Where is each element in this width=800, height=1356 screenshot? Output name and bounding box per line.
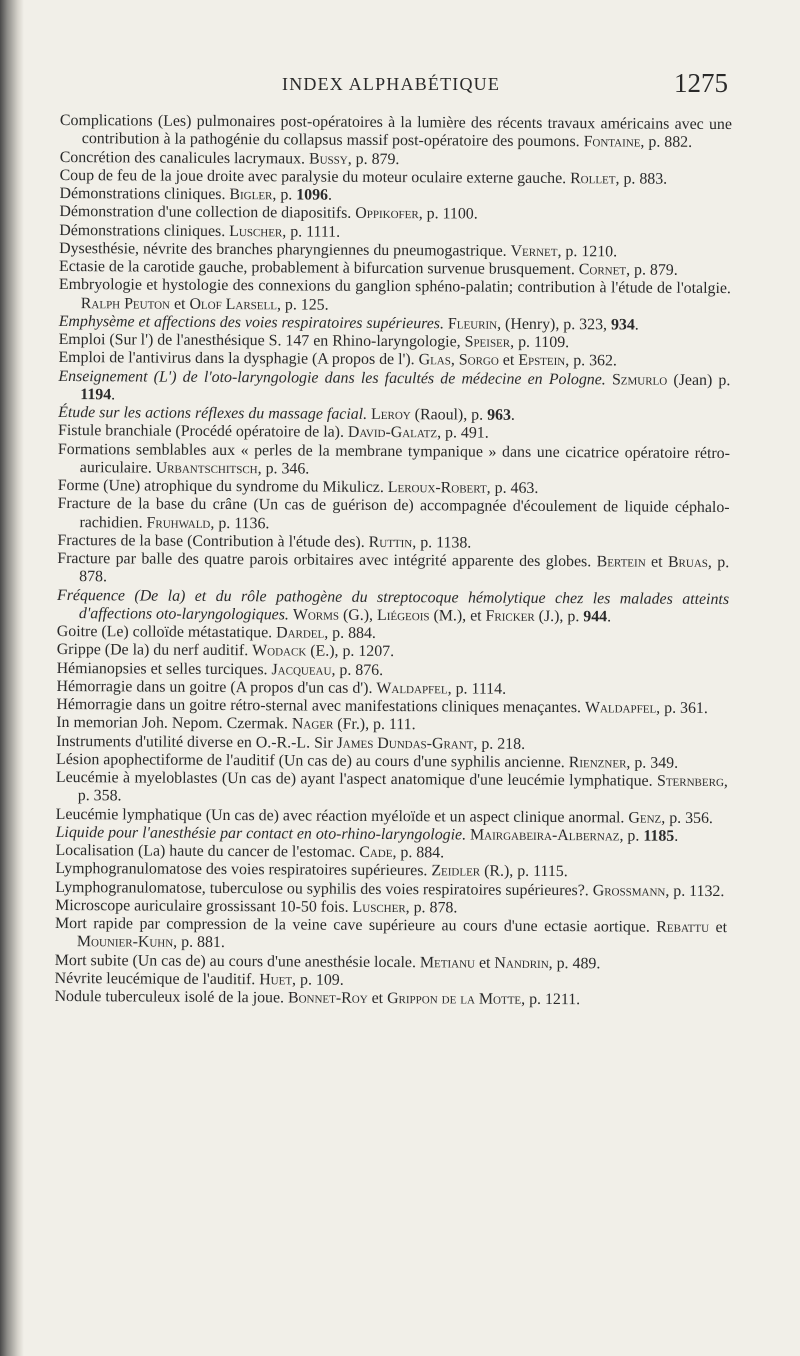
author-name: Glas (418, 351, 451, 369)
author-name: Sorgo (458, 351, 499, 369)
entry-text: , p. 1210. (557, 242, 618, 261)
index-entry (55, 915, 727, 956)
author-name: Mairgabeira-Albernaz (470, 826, 620, 845)
entry-text: , p. 109. (292, 971, 344, 989)
entry-text: Mort rapide par compression de la veine cave supérieure au cours d'une ectasie aortique. (54, 914, 657, 936)
entry-text: , p. 876. (331, 661, 384, 679)
author-name: Fleurin (447, 315, 498, 333)
author-name: Fruhwald (146, 514, 211, 532)
author-name: Zeidler (431, 862, 481, 880)
author-name: Leroy (371, 405, 411, 424)
bold-page: 1194 (80, 385, 112, 404)
bold-page: 1185 (643, 827, 675, 845)
entry-text: (E.), p. 1207. (306, 642, 395, 661)
entry-text: , p. 879. (626, 261, 678, 279)
entry-text: , p. (619, 827, 644, 845)
italic-title: Fréquence (De la) et du rôle pathogène du streptocoque hémolytique chez les malades atteints d'affections oto-laryngologiques. (56, 586, 730, 624)
author-name: Fricker (485, 607, 535, 625)
author-name: Nager (291, 715, 334, 733)
author-name: Waldapfel (584, 699, 657, 717)
entry-text: Fistule branchiale (Procédé opératoire de la). (58, 422, 348, 442)
entry-text: Concrétion des canalicules lacrymaux. (59, 148, 310, 168)
index-entry (57, 495, 729, 536)
entry-text: , p. 881. (173, 933, 225, 952)
entry-text: , p. 883. (615, 170, 668, 188)
index-entries (55, 112, 732, 1010)
index-entry (59, 276, 731, 317)
entry-text: Emploi de l'antivirus dans la dysphagie (A propos de l'). (58, 349, 419, 369)
entry-text: (R.), p. 1115. (480, 862, 568, 881)
entry-text: . (111, 386, 116, 404)
entry-text: , p. 1132. (665, 882, 725, 900)
index-entry (58, 367, 730, 408)
entry-text: . (327, 186, 333, 204)
bold-page: 934 (610, 316, 635, 334)
entry-text: Démonstration d'une collection de diapositifs. (59, 203, 356, 223)
entry-text: Fracture de la base du crâne (Un cas de guérison de) accompagnée d'écoulement de liquide céphalo-rachidien. (57, 495, 730, 532)
entry-text: Goitre (Le) colloïde métastatique. (56, 622, 277, 642)
entry-text: Grippe (De la) du nerf auditif. (56, 641, 253, 660)
author-name: Fontaine (583, 133, 641, 151)
entry-text: et (645, 553, 669, 571)
entry-text: Démonstrations cliniques. (59, 184, 230, 204)
entry-text: Leucémie à myeloblastes (Un cas de) ayant l'aspect anatomique d'une leucémie lymphatique. (55, 768, 658, 790)
entry-text: Embryologie et hystologie des connexions du ganglion sphéno-palatin; contribution à l'étude de l'otalgie. (58, 276, 731, 298)
entry-text: Névrite leucémique de l'auditif. (54, 969, 260, 988)
author-name: Bertein (596, 553, 646, 571)
running-title: INDEX ALPHABÉTIQUE (282, 74, 501, 94)
author-name: Bruas (667, 553, 708, 571)
author-name: Jacqueau (271, 660, 332, 679)
entry-text: (M.), et (429, 607, 486, 625)
author-name: Vernet (510, 242, 558, 260)
entry-text: Hémianopsies et selles turciques. (56, 659, 272, 678)
entry-text: Forme (Une) atrophique du syndrome du Mikulicz. (57, 476, 388, 497)
entry-text: , p. 489. (548, 954, 601, 972)
entry-text: Nodule tuberculeux isolé de la joue. (54, 987, 289, 1007)
entry-text: Complications (Les) pulmonaires post-opératoires à la lumière des récents travaux américains avec une contribution à la pathogénie du collapsus massif post-opératoire des poumons. (59, 112, 732, 151)
entry-text: Mort subite (Un cas de) au cours d'une anesthésie locale. (54, 951, 421, 971)
entry-text: Formations semblables aux « perles de la membrane tympanique » dans une cicatrice opératoire rétro-auriculaire. (57, 440, 730, 477)
entry-text: et (474, 954, 495, 972)
index-entry (60, 112, 732, 153)
author-name: Rienzner (568, 753, 627, 772)
author-name: Metianu (419, 953, 476, 972)
entry-text: , p. 1111. (282, 222, 341, 241)
entry-text: , p. 878. (405, 898, 458, 917)
entry-text: (Raoul), p. (410, 406, 488, 424)
italic-title: Emphysème et affections des voies respiratoires supérieures. (58, 312, 449, 333)
entry-text: Lymphogranulomatose, tuberculose ou syphilis des voies respiratoires supérieures?. (55, 878, 593, 899)
author-name: Bonnet-Roy (287, 989, 368, 1007)
italic-title: Liquide pour l'anesthésie par contact en oto-rhino-laryngologie. (55, 823, 467, 844)
author-name: Luscher (352, 898, 406, 916)
author-name: Grippon de la Motte (387, 990, 522, 1008)
entry-text: , p. 356. (661, 809, 713, 827)
entry-text: . (674, 827, 679, 845)
entry-text: , p. 349. (626, 754, 679, 772)
entry-text: et (169, 295, 190, 313)
author-name: Leroux-Robert (387, 479, 487, 497)
entry-text: (Fr.), p. 111. (333, 715, 416, 734)
bold-page: 963 (487, 406, 511, 424)
entry-text: et (709, 918, 728, 937)
author-name: James Dundas-Grant (336, 734, 474, 753)
author-name: Speiser (464, 333, 511, 351)
author-name: Rollet (570, 169, 616, 188)
author-name: Cade (359, 843, 393, 862)
entry-text: , p. 361. (656, 699, 708, 717)
entry-text: , (Henry), p. 323, (497, 315, 612, 334)
entry-text: , p. 1100. (418, 205, 478, 223)
entry-text: , p. 882. (640, 133, 693, 152)
entry-text: Coup de feu de la joue droite avec paralysie du moteur oculaire externe gauche. (59, 166, 571, 187)
entry-text: , p. 1138. (412, 533, 472, 552)
entry-text: Lymphogranulomatose des voies respiratoires supérieures. (55, 860, 432, 880)
entry-text: et (498, 351, 519, 370)
author-name: Luscher (229, 222, 283, 240)
entry-text: , (450, 351, 459, 369)
entry-text: , p. (272, 186, 297, 204)
author-name: Nandrin (494, 954, 549, 972)
italic-title: Étude sur les actions réflexes du massage facial. (58, 403, 368, 423)
entry-text: et (367, 989, 388, 1008)
entry-text: Dysesthésie, névrite des branches pharyngiennes du pneumogastrique. (59, 239, 511, 260)
entry-text: Leucémie lymphatique (Un cas de) avec réaction myéloïde et un aspect clinique anormal. (55, 805, 629, 826)
entry-text: , p. 878. (79, 553, 730, 586)
entry-text: , p. 358. (77, 773, 728, 805)
author-name: Genz (628, 808, 662, 827)
index-entry (57, 586, 729, 627)
entry-text: . (510, 406, 515, 424)
entry-text: Démonstrations cliniques. (59, 221, 230, 240)
page-number: 1275 (674, 68, 728, 98)
entry-text: Microscope auriculaire grossissant 10-50 fois. (55, 896, 353, 916)
entry-text: Hémorragie dans un goitre rétro-sternal avec manifestations cliniques menaçantes. (56, 695, 586, 717)
entry-text: . (634, 316, 639, 334)
bold-page: 1096 (296, 186, 329, 204)
index-entry (57, 550, 729, 591)
entry-text: , p. 879. (347, 150, 400, 168)
entry-text: Localisation (La) haute du cancer de l'estomac. (55, 841, 360, 861)
entry-text: Fractures de la base (Contribution à l'étude des). (57, 531, 369, 551)
page-gutter-shadow (0, 0, 24, 1356)
bold-page: 944 (583, 607, 608, 626)
entry-text: , p. 362. (565, 352, 617, 370)
entry-text: In memorian Joh. Nepom. Czermak. (56, 714, 292, 733)
entry-text: , p. 1136. (210, 514, 270, 532)
entry-text: , p. 884. (324, 624, 376, 642)
entry-text: Instruments d'utilité diverse en O.-R.-L. Sir (56, 732, 337, 752)
entry-text: (J.), p. (534, 607, 584, 625)
index-entry (55, 988, 727, 1010)
entry-text: , p. 1114. (447, 680, 507, 698)
entry-text: , p. 1109. (510, 333, 570, 352)
author-name: Szmurlo (611, 370, 668, 389)
index-entry (58, 440, 730, 481)
author-name: Wodack (252, 642, 307, 660)
entry-text: , p. 218. (473, 735, 526, 753)
author-name: Urbantschitsch (155, 459, 258, 477)
author-name: Bussy (308, 150, 348, 168)
author-name: Grossmann (592, 881, 666, 900)
page-header (0, 68, 800, 100)
author-name: Ruttin (368, 533, 413, 551)
author-name: Mounier-Kuhn (76, 933, 174, 951)
entry-text: Ectasie de la carotide gauche, probablement à bifurcation survenue brusquement. (59, 257, 579, 279)
author-name: Huet (259, 970, 293, 989)
italic-title: Enseignement (L') de l'oto-laryngologie dans les facultés de médecine en Pologne. (58, 367, 606, 388)
entry-text: , p. 463. (486, 479, 539, 497)
author-name: Ralph Peuton (80, 294, 171, 313)
entry-text: , p. 884. (392, 844, 445, 862)
author-name: Dardel (276, 624, 325, 642)
author-name: Rebattu (656, 918, 710, 936)
entry-text: Fracture par balle des quatre parois orbitaires avec intégrité apparente des globes. (57, 549, 597, 571)
entry-text: Lésion apophectiforme de l'auditif (Un cas de) au cours d'une syphilis ancienne. (55, 750, 569, 771)
author-name: Epstein (518, 352, 566, 370)
author-name: Liégeois (376, 606, 430, 625)
entry-text: (Jean) p. (667, 371, 731, 389)
author-name: David-Galatz (347, 424, 438, 442)
entry-text: Emploi (Sur l') de l'anesthésique S. 147 en Rhino-laryngologie, (58, 330, 465, 351)
entry-text: . (607, 608, 612, 626)
author-name: Bigler (229, 186, 273, 204)
index-entry (56, 769, 728, 810)
entry-text: , p. 125. (276, 295, 329, 314)
author-name: Olof Larsell (189, 295, 278, 313)
author-name: Worms (292, 606, 340, 624)
author-name: Oppikofer (355, 205, 419, 223)
entry-text: Hémorragie dans un goitre (A propos d'un cas d'). (56, 677, 377, 697)
entry-text: (G.), (339, 606, 378, 624)
author-name: Waldapfel (376, 679, 448, 698)
entry-text: , p. 346. (257, 459, 310, 478)
author-name: Cornet (578, 261, 627, 279)
entry-text: , p. 491. (437, 424, 489, 442)
entry-text: , p. 1211. (521, 990, 581, 1009)
author-name: Sternberg (656, 772, 724, 791)
